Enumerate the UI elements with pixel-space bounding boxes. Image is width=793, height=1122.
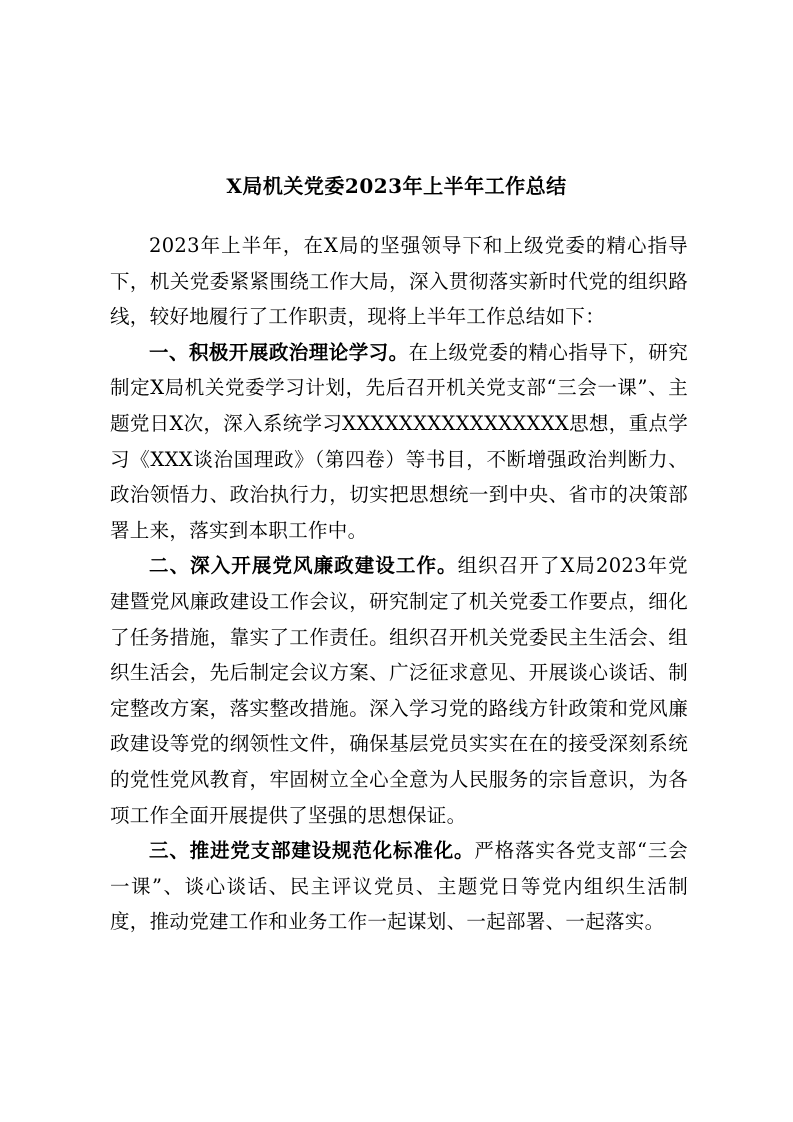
section-heading-3: 三、推进党支部建设规范化标准化。: [149, 839, 475, 863]
document-body: [110, 228, 688, 940]
section-text-2: 组织召开了X局2023年党建暨党风廉政建设工作会议，研究制定了机关党委工作要点，细化了任务措施，靠实了工作责任。组织召开机关党委民主生活会、组织生活会，先后制定会议方案、广泛征求意见、开展谈心谈话、制定整改方案，落实整改措施。深入学习党的路线方针政策和党风廉政建设等党的纲领性文件，确保基层党员实实在在的接受深刻系统的党性党风教育，牢固树立全心全意为人民服务的宗旨意识，为各项工作全面开展提供了坚强的思想保证。: [110, 554, 688, 827]
section-paragraph-3: [110, 833, 688, 940]
document-title: X局机关党委2023年上半年工作总结: [226, 174, 567, 198]
section-text-1: 在上级党委的精心指导下，研究制定X局机关党委学习计划，先后召开机关党支部“三会一课”、主题党日X次，深入系统学习XXXXXXXXXXXXXXXX思想，重点学习《XXX谈治国理政》（第四卷）等书目，不断增强政治判断力、政治领悟力、政治执行力，切实把思想统一到中央、省市的决策部署上来，落实到本职工作中。: [110, 340, 689, 542]
intro-paragraph: 2023年上半年，在X局的坚强领导下和上级党委的精心指导下，机关党委紧紧围绕工作大局，深入贯彻落实新时代党的组织路线，较好地履行了工作职责，现将上半年工作总结如下：: [110, 234, 688, 329]
section-paragraph-1: [110, 335, 688, 549]
section-heading-1: 一、积极开展政治理论学习。: [149, 340, 409, 364]
section-paragraph-2: [110, 548, 688, 833]
section-text-3: 严格落实各党支部“三会一课”、谈心谈话、民主评议党员、主题党日等党内组织生活制度，推动党建工作和业务工作一起谋划、一起部署、一起落实。: [110, 839, 688, 934]
section-heading-2: 二、深入开展党风廉政建设工作。: [149, 554, 458, 578]
